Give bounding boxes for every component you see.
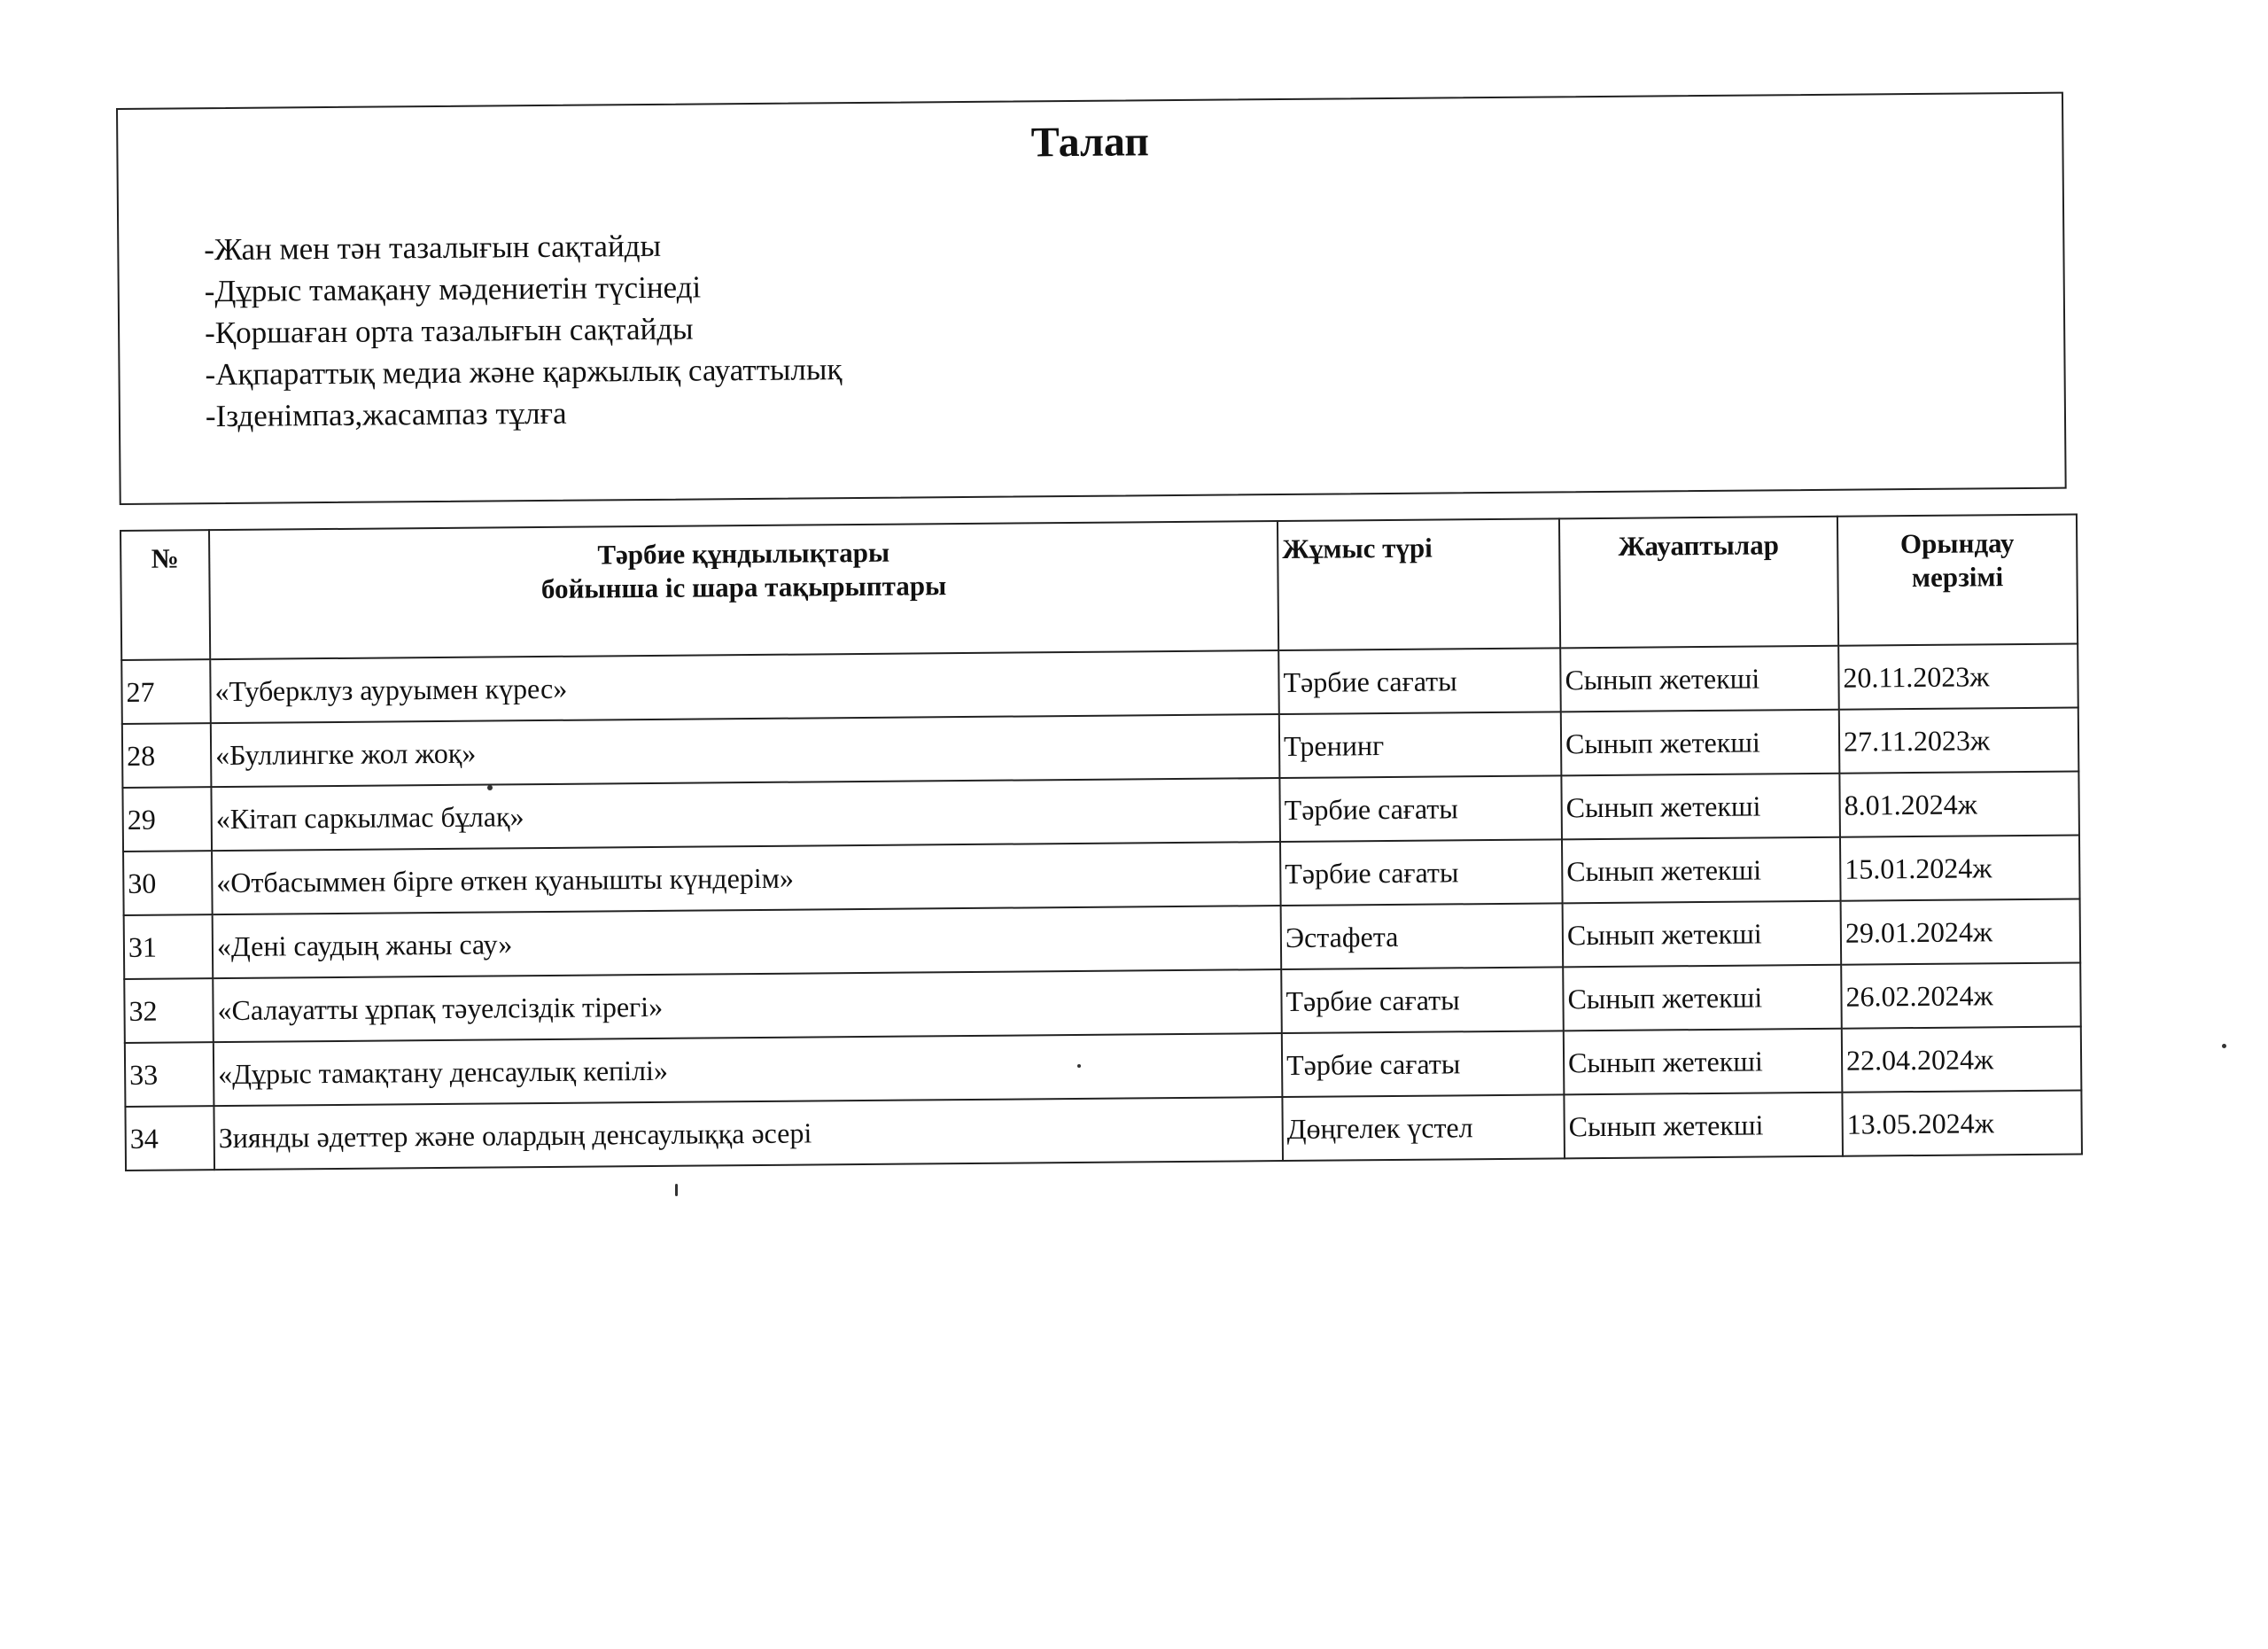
table-header-row [120, 514, 2078, 659]
row-topic: «Дұрыс тамақтану денсаулық кепілі» [214, 1033, 1283, 1106]
row-work-type: Тренинг [1279, 712, 1562, 778]
scan-speck [1077, 1064, 1081, 1068]
row-topic: «Дені саудың жаны сау» [213, 906, 1282, 978]
header-number: № [120, 530, 210, 660]
scan-speck [2222, 1044, 2226, 1048]
row-deadline: 15.01.2024ж [1840, 835, 2080, 900]
header-deadline [1837, 514, 2078, 645]
requirement-item: -Ақпараттық медиа және қаржылық сауаттылық [205, 352, 843, 393]
header-deadline-line1: Орындау [1899, 527, 2015, 560]
row-topic: «Туберклуз ауруымен күрес» [210, 650, 1279, 723]
row-number: 30 [123, 851, 213, 915]
row-work-type: Тәрбие сағаты [1278, 648, 1561, 714]
row-work-type: Тәрбие сағаты [1282, 1031, 1565, 1097]
row-responsible: Сынып жетекші [1562, 837, 1841, 904]
row-deadline: 22.04.2024ж [1842, 1026, 2082, 1092]
row-number: 27 [121, 659, 211, 724]
row-deadline: 26.02.2024ж [1841, 962, 2081, 1028]
requirement-item: -Қоршаған орта тазалығын сақтайды [204, 311, 694, 351]
row-number: 32 [124, 978, 214, 1043]
row-responsible: Сынып жетекші [1564, 1029, 1843, 1095]
requirements-box [116, 92, 2067, 505]
requirement-item: -Жан мен тән тазалығын сақтайды [204, 228, 662, 268]
header-topic [209, 521, 1278, 659]
requirement-item: -Ізденімпаз,жасампаз тұлға [205, 395, 567, 434]
row-responsible: Сынып жетекші [1563, 965, 1842, 1031]
row-work-type: Дөңгелек үстел [1282, 1094, 1565, 1161]
requirements-title: Талап [1030, 118, 1150, 167]
row-responsible: Сынып жетекші [1564, 1093, 1843, 1159]
row-topic: «Салауатты ұрпақ тәуелсіздік тірегі» [213, 969, 1282, 1042]
row-work-type: Эстафета [1281, 903, 1564, 969]
row-number: 28 [122, 723, 212, 788]
row-deadline: 29.01.2024ж [1841, 898, 2081, 964]
requirement-item: -Дұрыс тамақану мәдениетін түсінеді [204, 269, 702, 309]
row-responsible: Сынып жетекші [1560, 646, 1839, 712]
row-work-type: Тәрбие сағаты [1281, 967, 1564, 1033]
header-work-type: Жұмыс түрі [1278, 518, 1560, 650]
header-deadline-line2: мерзімі [1911, 561, 2004, 594]
row-topic: «Отбасыммен бірге өткен қуанышты күндерім» [212, 842, 1281, 914]
row-responsible: Сынып жетекші [1561, 774, 1840, 840]
row-responsible: Сынып жетекші [1563, 901, 1842, 968]
row-deadline: 13.05.2024ж [1842, 1090, 2082, 1155]
header-topic-line1: Тәрбие құндылықтары [597, 536, 890, 571]
row-topic: «Кітап саркылмас бұлақ» [211, 778, 1280, 851]
events-table [120, 513, 2083, 1171]
row-number: 34 [125, 1106, 214, 1171]
row-deadline: 20.11.2023ж [1838, 643, 2078, 709]
row-deadline: 27.11.2023ж [1839, 707, 2079, 773]
scan-speck [675, 1184, 678, 1196]
row-work-type: Тәрбие сағаты [1279, 775, 1562, 842]
row-deadline: 8.01.2024ж [1839, 771, 2079, 836]
requirements-list [204, 223, 843, 437]
row-number: 29 [122, 787, 212, 852]
header-topic-line2: бойынша іс шара тақырыптары [540, 570, 947, 605]
row-work-type: Тәрбие сағаты [1280, 839, 1563, 906]
scan-speck [487, 785, 493, 790]
row-responsible: Сынып жетекші [1561, 710, 1840, 776]
row-topic: Зиянды әдеттер және олардың денсаулыққа әсері [214, 1097, 1283, 1170]
header-responsible: Жауаптылар [1559, 517, 1838, 649]
row-topic: «Буллингке жол жоқ» [211, 714, 1280, 787]
row-number: 33 [125, 1042, 214, 1107]
row-number: 31 [124, 914, 214, 979]
